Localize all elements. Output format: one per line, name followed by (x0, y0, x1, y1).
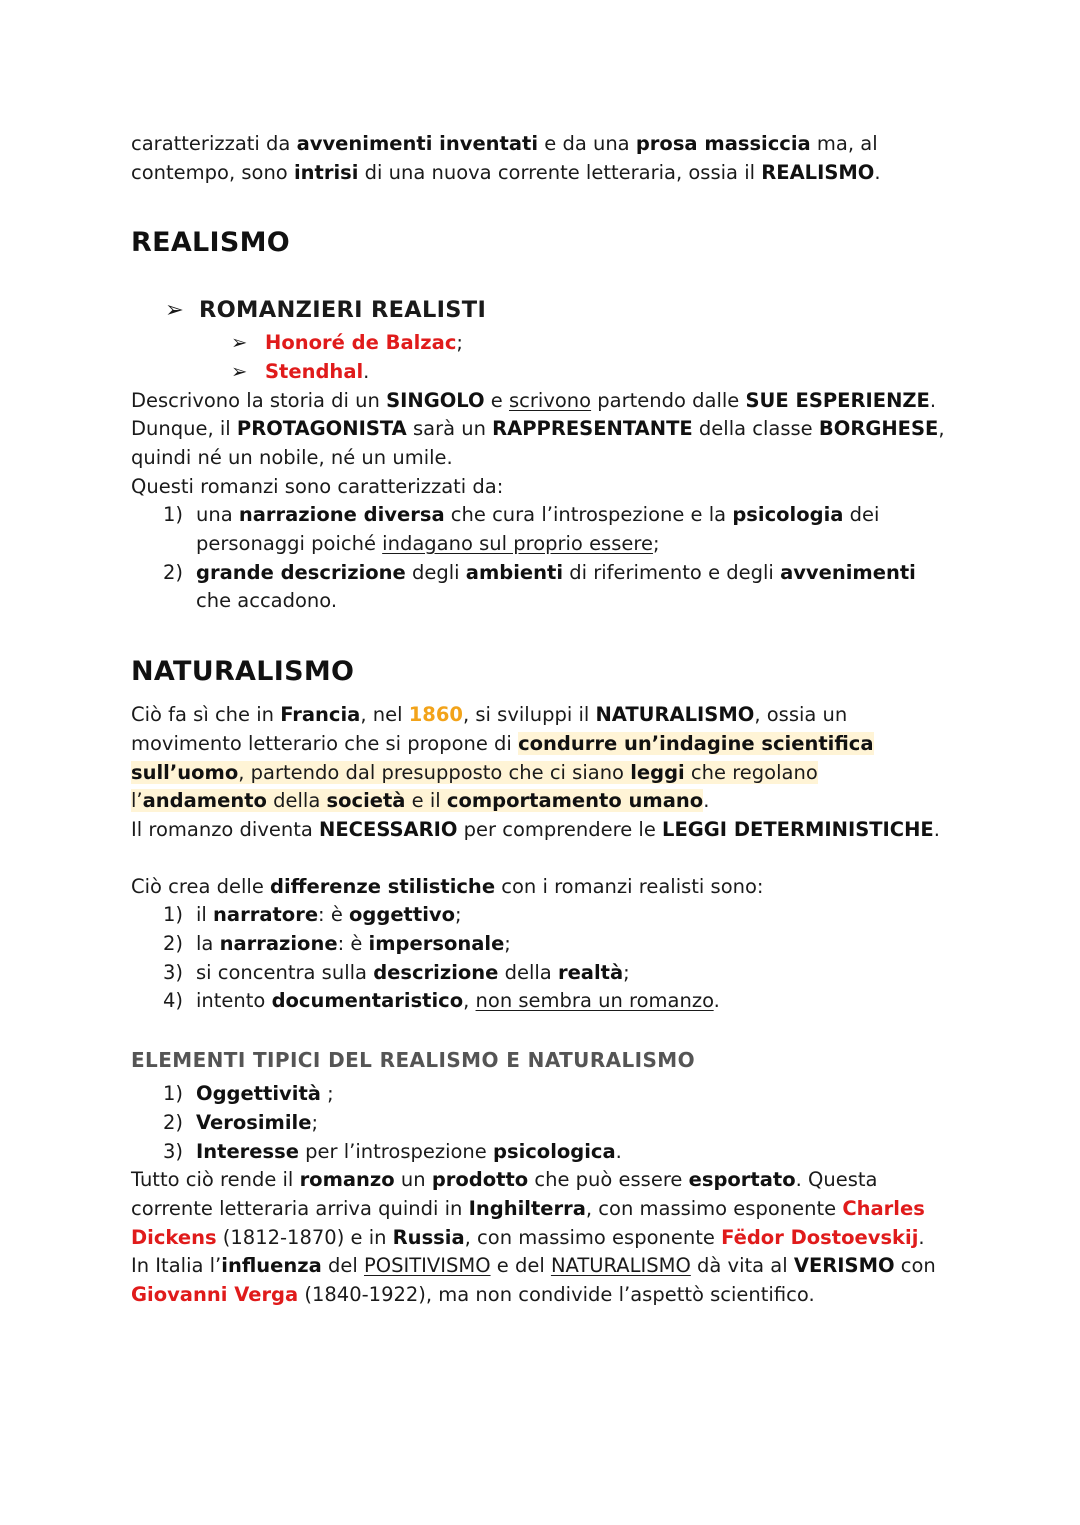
bold-text: avvenimenti (780, 560, 916, 584)
list-number: 3) (163, 1139, 184, 1163)
bold-text: Francia (280, 703, 361, 727)
text: dà vita al (690, 1254, 794, 1278)
bold-text: società (326, 789, 406, 813)
text: (1840-1922), ma non condivide l’aspettò scientifico. (298, 1283, 815, 1307)
text: per l’introspezione (298, 1139, 493, 1163)
text: dei personaggi poiché (196, 503, 880, 556)
bold-text: grande descrizione (196, 560, 406, 584)
text: con i romanzi realisti sono: (495, 874, 764, 898)
text: . (874, 160, 881, 184)
bold-text: leggi (630, 760, 685, 784)
text: : è (318, 903, 350, 927)
bold-text: psicologica (493, 1139, 616, 1163)
text: e da una (538, 132, 636, 155)
punct: . (363, 359, 370, 383)
text: il (196, 903, 214, 927)
bold-text: realtà (557, 960, 624, 984)
text: con (894, 1254, 936, 1278)
bold-text: REALISMO (761, 160, 875, 184)
list-number: 2) (163, 1110, 184, 1134)
bold-text: oggettivo (349, 903, 455, 927)
sub-heading-romanzieri (131, 296, 951, 325)
author-name: Fëdor Dostoevskij (721, 1225, 919, 1249)
underlined-text: NATURALISMO (550, 1254, 691, 1278)
sub-heading-text: ROMANZIERI REALISTI (199, 297, 487, 324)
list-item (131, 1109, 951, 1138)
text: . (703, 789, 710, 813)
list-number: 1) (163, 1082, 184, 1106)
bold-text: Russia (392, 1225, 465, 1249)
text: . (929, 388, 937, 412)
text: di una nuova corrente letteraria, ossia il (358, 160, 762, 184)
text: . Questa corrente letteraria arriva quindi in (131, 1168, 878, 1220)
elementi-list (131, 1080, 951, 1166)
bold-text: documentaristico (271, 989, 464, 1013)
underlined-text: non sembra un romanzo (475, 989, 714, 1013)
realismo-paragraph-1 (131, 387, 951, 416)
text: che accadono. (196, 589, 338, 613)
realismo-list (131, 501, 951, 616)
bold-text: Interesse (196, 1139, 299, 1163)
bold-text: influenza (221, 1254, 322, 1278)
text: Dunque, il (131, 417, 237, 441)
text: . (713, 989, 720, 1013)
text: , partendo dal presupposto che ci siano (238, 760, 631, 784)
text: Ciò crea delle (131, 874, 271, 898)
text: , (463, 989, 476, 1013)
author-item (131, 329, 951, 358)
text: una (196, 503, 239, 527)
highlighted-year: 1860 (408, 703, 463, 727)
bold-text: esportato (688, 1168, 796, 1192)
list-number: 2) (163, 560, 184, 584)
bold-text: SINGOLO (386, 388, 485, 412)
bold-text: ambienti (465, 560, 564, 584)
underlined-text: scrivono (509, 388, 592, 412)
text: Tutto ciò rende il (131, 1168, 300, 1192)
list-item (131, 1138, 951, 1167)
bold-text: narrazione (219, 932, 338, 956)
text: intento (196, 989, 272, 1013)
bold-text: NATURALISMO (595, 703, 755, 727)
text: un (394, 1168, 432, 1192)
text: che cura l’introspezione e la (444, 503, 733, 527)
bold-text: impersonale (368, 932, 505, 956)
text: e il (405, 789, 447, 813)
author-name: Stendhal (265, 359, 364, 383)
list-item (131, 1080, 951, 1109)
bold-text: narratore (213, 903, 319, 927)
text: , si sviluppi il (463, 703, 596, 727)
naturalismo-paragraph-3 (131, 873, 951, 902)
text: . (933, 817, 940, 841)
realismo-paragraph-2 (131, 415, 951, 444)
intro-paragraph (131, 130, 891, 187)
list-item (131, 959, 951, 988)
text: del (321, 1254, 364, 1278)
arrow-bullet-icon: ➢ (231, 359, 248, 383)
text: e del (490, 1254, 551, 1278)
realismo-paragraph-4: Questi romanzi sono caratterizzati da: (131, 474, 504, 498)
text: Descrivono la storia di un (131, 388, 387, 412)
bold-text: prodotto (431, 1168, 529, 1192)
bold-text: LEGGI DETERMINISTICHE (662, 817, 934, 841)
list-item (131, 987, 951, 1016)
text: In Italia l’ (131, 1254, 222, 1278)
list-number: 4) (163, 989, 184, 1013)
bold-text: prosa massiccia (635, 132, 811, 155)
realismo-paragraph-3: quindi né un nobile, né un umile. (131, 445, 453, 469)
text: della (266, 789, 327, 813)
bold-text: comportamento umano (446, 789, 704, 813)
bold-text: avvenimenti inventati (296, 132, 539, 155)
author-item (131, 358, 951, 387)
text: ; (320, 1082, 334, 1106)
text: per comprendere le (457, 817, 663, 841)
naturalismo-list (131, 901, 951, 1016)
list-number: 1) (163, 903, 184, 927)
bold-text: condurre un’indagine scientifica sull’uomo (131, 731, 874, 784)
text: , nel (360, 703, 409, 727)
underlined-text: POSITIVISMO (364, 1254, 491, 1278)
heading-realismo: REALISMO (131, 227, 291, 259)
text: , con massimo esponente (464, 1225, 722, 1249)
text: , con massimo esponente (585, 1196, 843, 1220)
list-item (131, 501, 916, 558)
list-number: 2) (163, 932, 184, 956)
text: degli (405, 560, 466, 584)
arrow-bullet-icon: ➢ (165, 297, 185, 324)
list-item (131, 901, 951, 930)
text: che può essere (528, 1168, 689, 1192)
text: Ciò fa sì che in (131, 703, 281, 727)
list-number: 3) (163, 960, 184, 984)
text: Il romanzo diventa (131, 817, 320, 841)
punct: ; (456, 331, 463, 355)
author-name: Giovanni Verga (131, 1283, 299, 1307)
bold-text: differenze stilistiche (270, 874, 496, 898)
list-item (131, 930, 951, 959)
text: (1812-1870) e in (216, 1225, 393, 1249)
text: la (196, 932, 220, 956)
text: ma, al contempo, sono (131, 132, 878, 184)
bold-text: PROTAGONISTA (236, 417, 407, 441)
text: partendo dalle (591, 388, 746, 412)
elementi-paragraph-2 (131, 1252, 951, 1309)
bold-text: SUE ESPERIENZE (745, 388, 930, 412)
bold-text: psicologia (732, 503, 844, 527)
bold-text: andamento (142, 789, 267, 813)
text: di riferimento e degli (563, 560, 781, 584)
text: e (484, 388, 510, 412)
heading-naturalismo: NATURALISMO (131, 656, 355, 688)
bold-text: narrazione diversa (238, 503, 445, 527)
list-item (131, 559, 936, 616)
heading-elementi-tipici: ELEMENTI TIPICI DEL REALISMO E NATURALISMO (131, 1048, 695, 1073)
text: ; (504, 932, 511, 956)
author-name: Charles Dickens (131, 1196, 925, 1249)
text: , ossia un movimento letterario che si propone di (131, 703, 848, 755)
text: : è (337, 932, 369, 956)
text: ; (311, 1110, 319, 1134)
bold-text: VERISMO (793, 1254, 895, 1278)
text: caratterizzati da (131, 132, 297, 155)
bold-text: Oggettività (196, 1082, 321, 1106)
text: ; (623, 960, 630, 984)
bold-text: Inghilterra (468, 1196, 586, 1220)
text: ; (652, 532, 660, 556)
text: della classe (692, 417, 819, 441)
text: , (938, 417, 945, 441)
text: . (615, 1139, 622, 1163)
bold-text: RAPPRESENTANTE (492, 417, 693, 441)
bold-text: Verosimile (196, 1110, 312, 1134)
naturalismo-paragraph-1 (131, 701, 951, 816)
bold-text: NECESSARIO (319, 817, 458, 841)
document-page (131, 130, 951, 1310)
bold-text: romanzo (299, 1168, 395, 1192)
underlined-text: indagano sul proprio essere (382, 532, 653, 556)
text: . (918, 1225, 925, 1249)
list-number: 1) (163, 503, 184, 527)
text: si concentra sulla (196, 960, 374, 984)
text: della (498, 960, 558, 984)
author-name: Honoré de Balzac (265, 331, 457, 355)
elementi-paragraph-1 (131, 1166, 951, 1252)
text: sarà un (406, 417, 493, 441)
text: ; (455, 903, 462, 927)
bold-text: BORGHESE (818, 417, 939, 441)
bold-text: descrizione (373, 960, 499, 984)
arrow-bullet-icon: ➢ (231, 331, 248, 355)
naturalismo-paragraph-2 (131, 816, 951, 845)
text: che regolano l’ (131, 760, 818, 813)
bold-text: intrisi (293, 160, 359, 184)
